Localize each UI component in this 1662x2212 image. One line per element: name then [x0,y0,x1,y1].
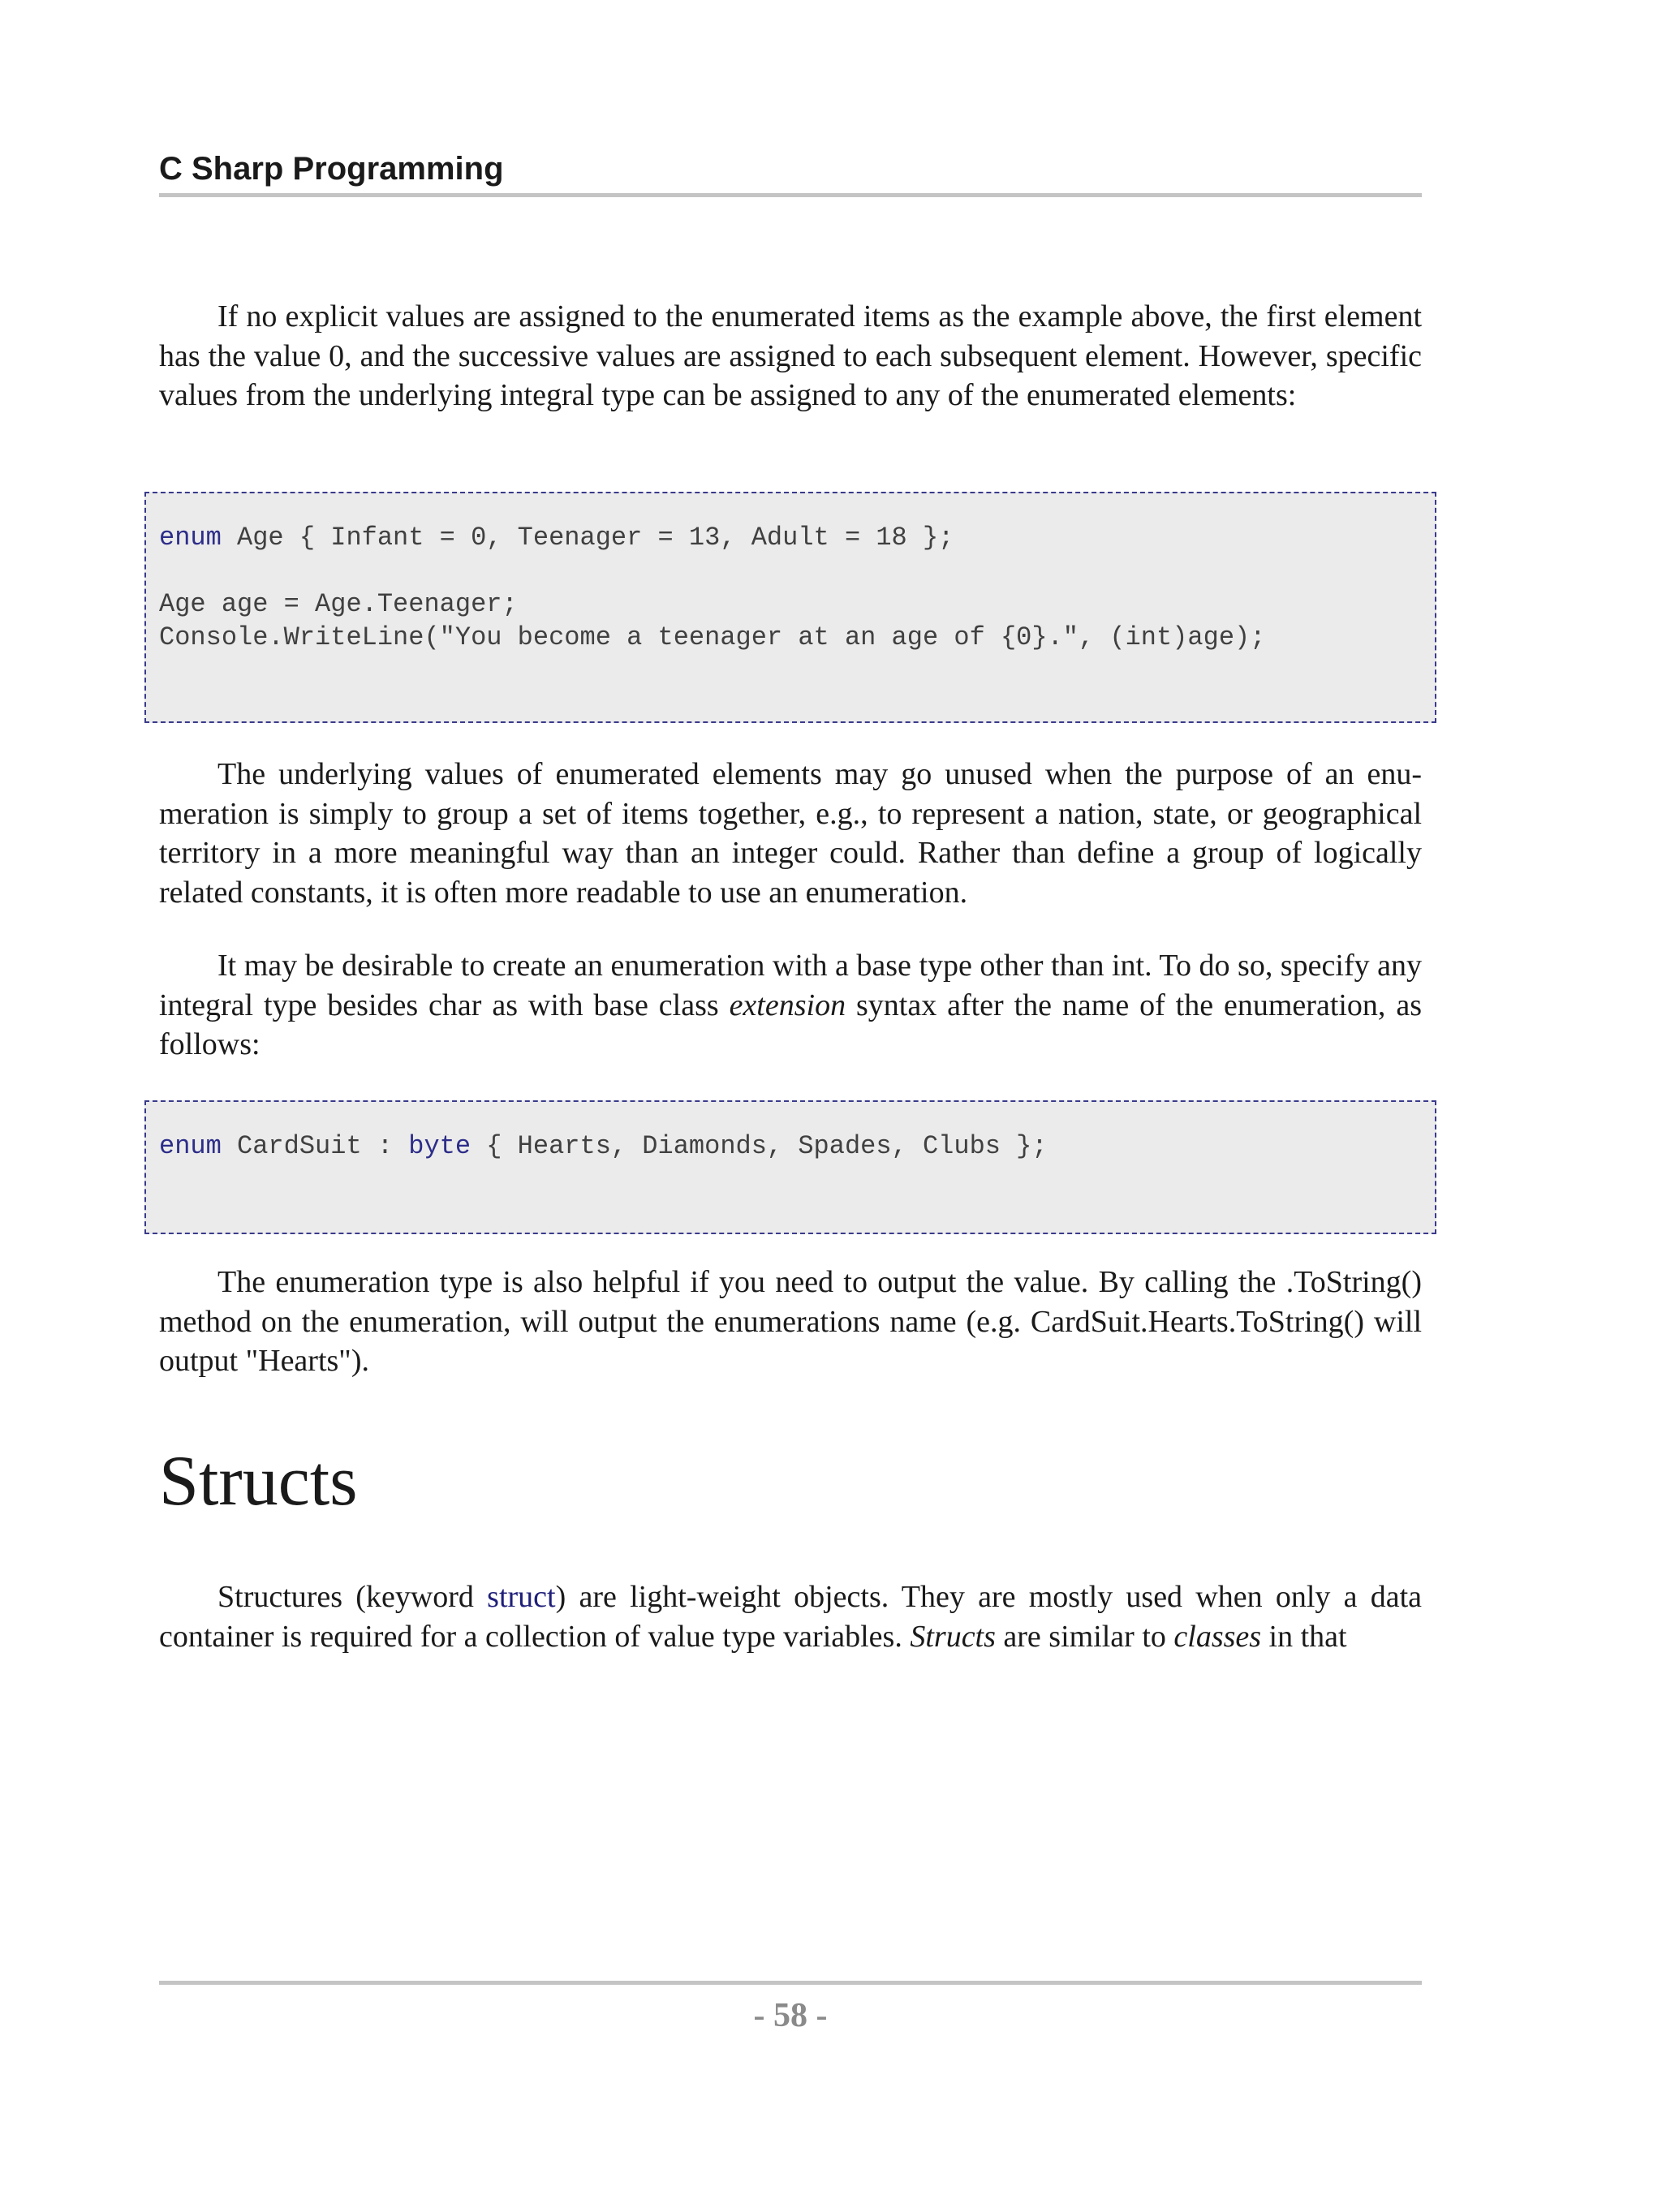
page-number: - 58 - [753,1997,828,2034]
code-keyword: enum [159,523,222,553]
code-block-enum-cardsuit [144,1100,1436,1234]
code-text: CardSuit : [221,1131,409,1161]
code-keyword: enum [159,1131,222,1161]
code-line [159,1131,1048,1161]
paragraph-text: ) are light-weight objects. They are mostly used when only a data container is required for a collection of value type variables. [159,1580,1423,1654]
footer-rule [159,1981,1422,1985]
code-line: Age age = Age.Teenager; [159,589,518,619]
code-text: Age { Infant = 0, Teenager = 13, Adult = 18 }; [221,523,954,553]
paragraph-enum-tostring: The enumeration type is also helpful if you need to output the value. By calling the .ToString() method on the enumeration, will output the enumerations name (e.g. CardSuit.Hearts.ToString() will output "Hearts"). [159,1265,1422,1378]
paragraph-text: are similar to [995,1619,1174,1654]
emphasis-classes: classes [1173,1619,1262,1654]
code-line [159,523,954,553]
code-block-enum-age [144,492,1436,723]
running-header-title: C Sharp Programming [159,151,504,187]
paragraph-enum-base-type [159,946,1422,1065]
emphasis-structs: Structs [910,1619,996,1654]
paragraph-structs-intro [159,1577,1422,1656]
emphasis-extension: extension [729,988,846,1022]
code-keyword: byte [408,1131,471,1161]
paragraph-enum-grouping: The underlying values of enumerated elements may go unused when the purpose of an enumeration is simply to group a set of items together, e.g., to represent a nation, state, or geographical territory in a more meaningful way than an integer could. Rather than define a group of logically related constants, it is often more readable to use an enumeration. [159,757,1422,910]
paragraph-text: It may be desirable to create an enumeration with a base type other than int. To do so, specify any integral type besides char as with base class [159,949,1422,1022]
paragraph-enum-default-values: If no explicit values are assigned to the enumerated items as the example above, the first element has the value 0, and the successive values are assigned to each subsequent element. However, specific values from the underlying integral type can be assigned to any of the enumerated elements: [159,299,1422,412]
paragraph-text: Structures (keyword [217,1580,488,1614]
code-line: Console.WriteLine("You become a teenager at an age of {0}.", (int)age); [159,622,1266,652]
paragraph-text: in that [1261,1619,1347,1654]
header-rule [159,193,1422,197]
paragraph-text: syntax after the name of the enumeration, as follows: [159,988,1422,1061]
code-text: { Hearts, Diamonds, Spades, Clubs }; [471,1131,1048,1161]
keyword-struct: struct [487,1580,556,1614]
section-heading-structs: Structs [159,1442,358,1521]
